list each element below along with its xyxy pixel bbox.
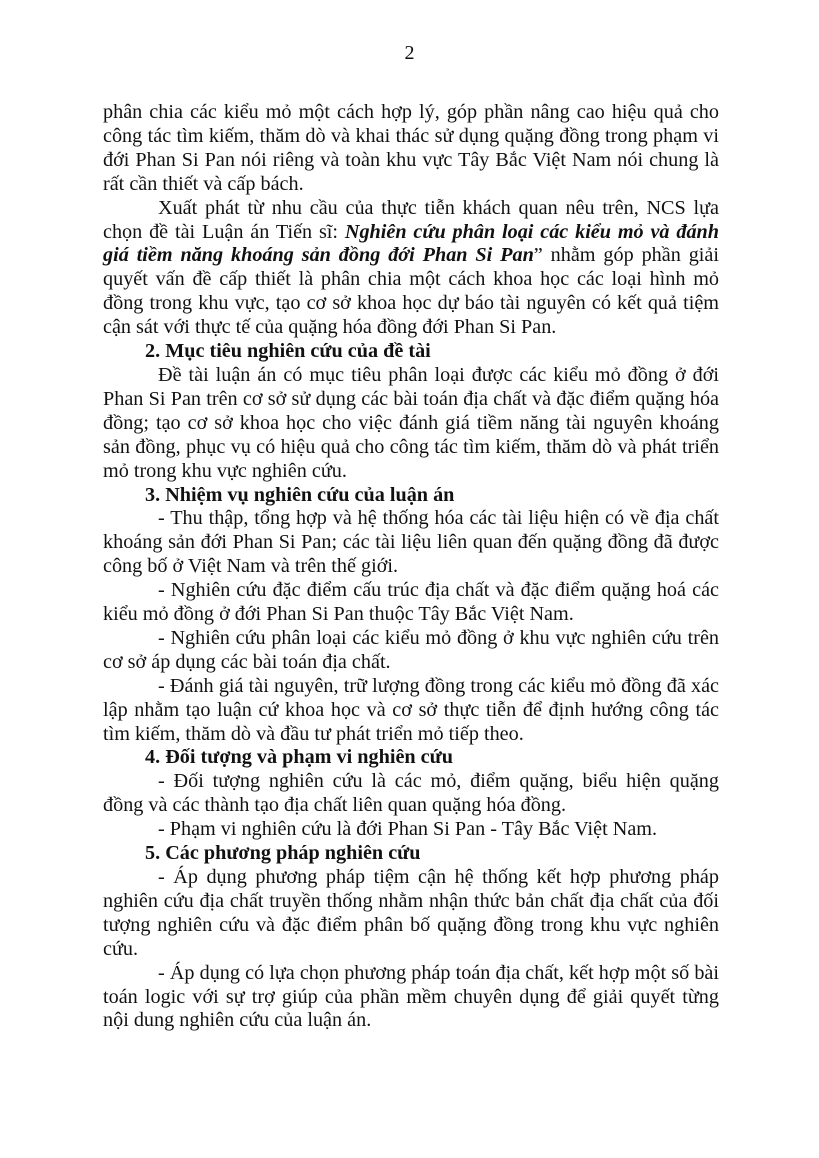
- section-heading-objectives: 2. Mục tiêu nghiên cứu của đề tài: [145, 340, 431, 363]
- task-item: - Thu thập, tổng hợp và hệ thống hóa các tài liệu hiện có về địa chất khoáng sản đới Phan Si Pan; các tài liệu liên quan đến quặng đồng đã được công bố ở Việt Nam và trên thế giới.: [103, 507, 719, 578]
- method-item: - Áp dụng có lựa chọn phương pháp toán địa chất, kết hợp một số bài toán logic với sự trợ giúp của phần mềm chuyên dụng để giải quyết từng nội dung nghiên cứu của luận án.: [103, 961, 719, 1032]
- paragraph-objectives: Đề tài luận án có mục tiêu phân loại được các kiểu mỏ đồng ở đới Phan Si Pan trên cơ sở sử dụng các bài toán địa chất và đặc điểm quặng hóa đồng; tạo cơ sở khoa học cho việc đánh giá tiềm năng tài nguyên khoáng sản đồng, phục vụ có hiệu quả cho công tác tìm kiếm, thăm dò và phát triển mỏ trong khu vực nghiên cứu.: [103, 363, 719, 482]
- task-item: - Đánh giá tài nguyên, trữ lượng đồng trong các kiểu mỏ đồng đã xác lập nhằm tạo luận cứ khoa học và cơ sở thực tiễn để định hướng công tác tìm kiếm, thăm dò và đầu tư phát triển mỏ tiếp theo.: [103, 674, 719, 745]
- paragraph-continuation: phân chia các kiểu mỏ một cách hợp lý, góp phần nâng cao hiệu quả cho công tác tìm kiếm, thăm dò và khai thác sử dụng quặng đồng trong phạm vi đới Phan Si Pan nói riêng và toàn khu vực Tây Bắc Việt Nam nói chung là rất cần thiết và cấp bách.: [103, 101, 719, 195]
- section-heading-scope: 4. Đối tượng và phạm vi nghiên cứu: [145, 746, 453, 769]
- method-item: - Áp dụng phương pháp tiệm cận hệ thống kết hợp phương pháp nghiên cứu địa chất truyền thống nhằm nhận thức bản chất địa chất của đối tượng nghiên cứu và đặc điểm phân bố quặng đồng trong khu vực nghiên cứu.: [103, 866, 719, 960]
- thesis-outro-text: ” nhằm góp phần giải quyết vấn đề cấp thiết là phân chia một cách khoa học các loại hình mỏ đồng trong khu vực, tạo cơ sở khoa học dự báo tài nguyên có kết quả tiệm cận sát với thực tế của quặng hóa đồng đới Phan Si Pan.: [103, 244, 719, 339]
- scope-item: - Phạm vi nghiên cứu là đới Phan Si Pan - Tây Bắc Việt Nam.: [158, 818, 658, 841]
- paragraph-thesis-topic: [103, 197, 719, 340]
- thesis-intro-text: Xuất phát từ nhu cầu của thực tiễn khách quan nêu trên, NCS lựa chọn đề tài Luận án Tiến sĩ:: [103, 196, 719, 243]
- section-heading-methods: 5. Các phương pháp nghiên cứu: [145, 842, 421, 865]
- page-number: 2: [404, 42, 415, 64]
- task-item: - Nghiên cứu phân loại các kiểu mỏ đồng ở khu vực nghiên cứu trên cơ sở áp dụng các bài toán địa chất.: [103, 626, 719, 673]
- task-item: - Nghiên cứu đặc điểm cấu trúc địa chất và đặc điểm quặng hoá các kiểu mỏ đồng ở đới Phan Si Pan thuộc Tây Bắc Việt Nam.: [103, 579, 719, 626]
- section-heading-tasks: 3. Nhiệm vụ nghiên cứu của luận án: [145, 483, 455, 506]
- thesis-title: Nghiên cứu phân loại các kiểu mỏ và đánh giá tiềm năng khoáng sản đồng đới Phan Si Pan: [103, 220, 720, 267]
- document-body: [103, 101, 719, 1033]
- scope-item: - Đối tượng nghiên cứu là các mỏ, điểm quặng, biểu hiện quặng đồng và các thành tạo địa chất liên quan quặng hóa đồng.: [103, 770, 719, 817]
